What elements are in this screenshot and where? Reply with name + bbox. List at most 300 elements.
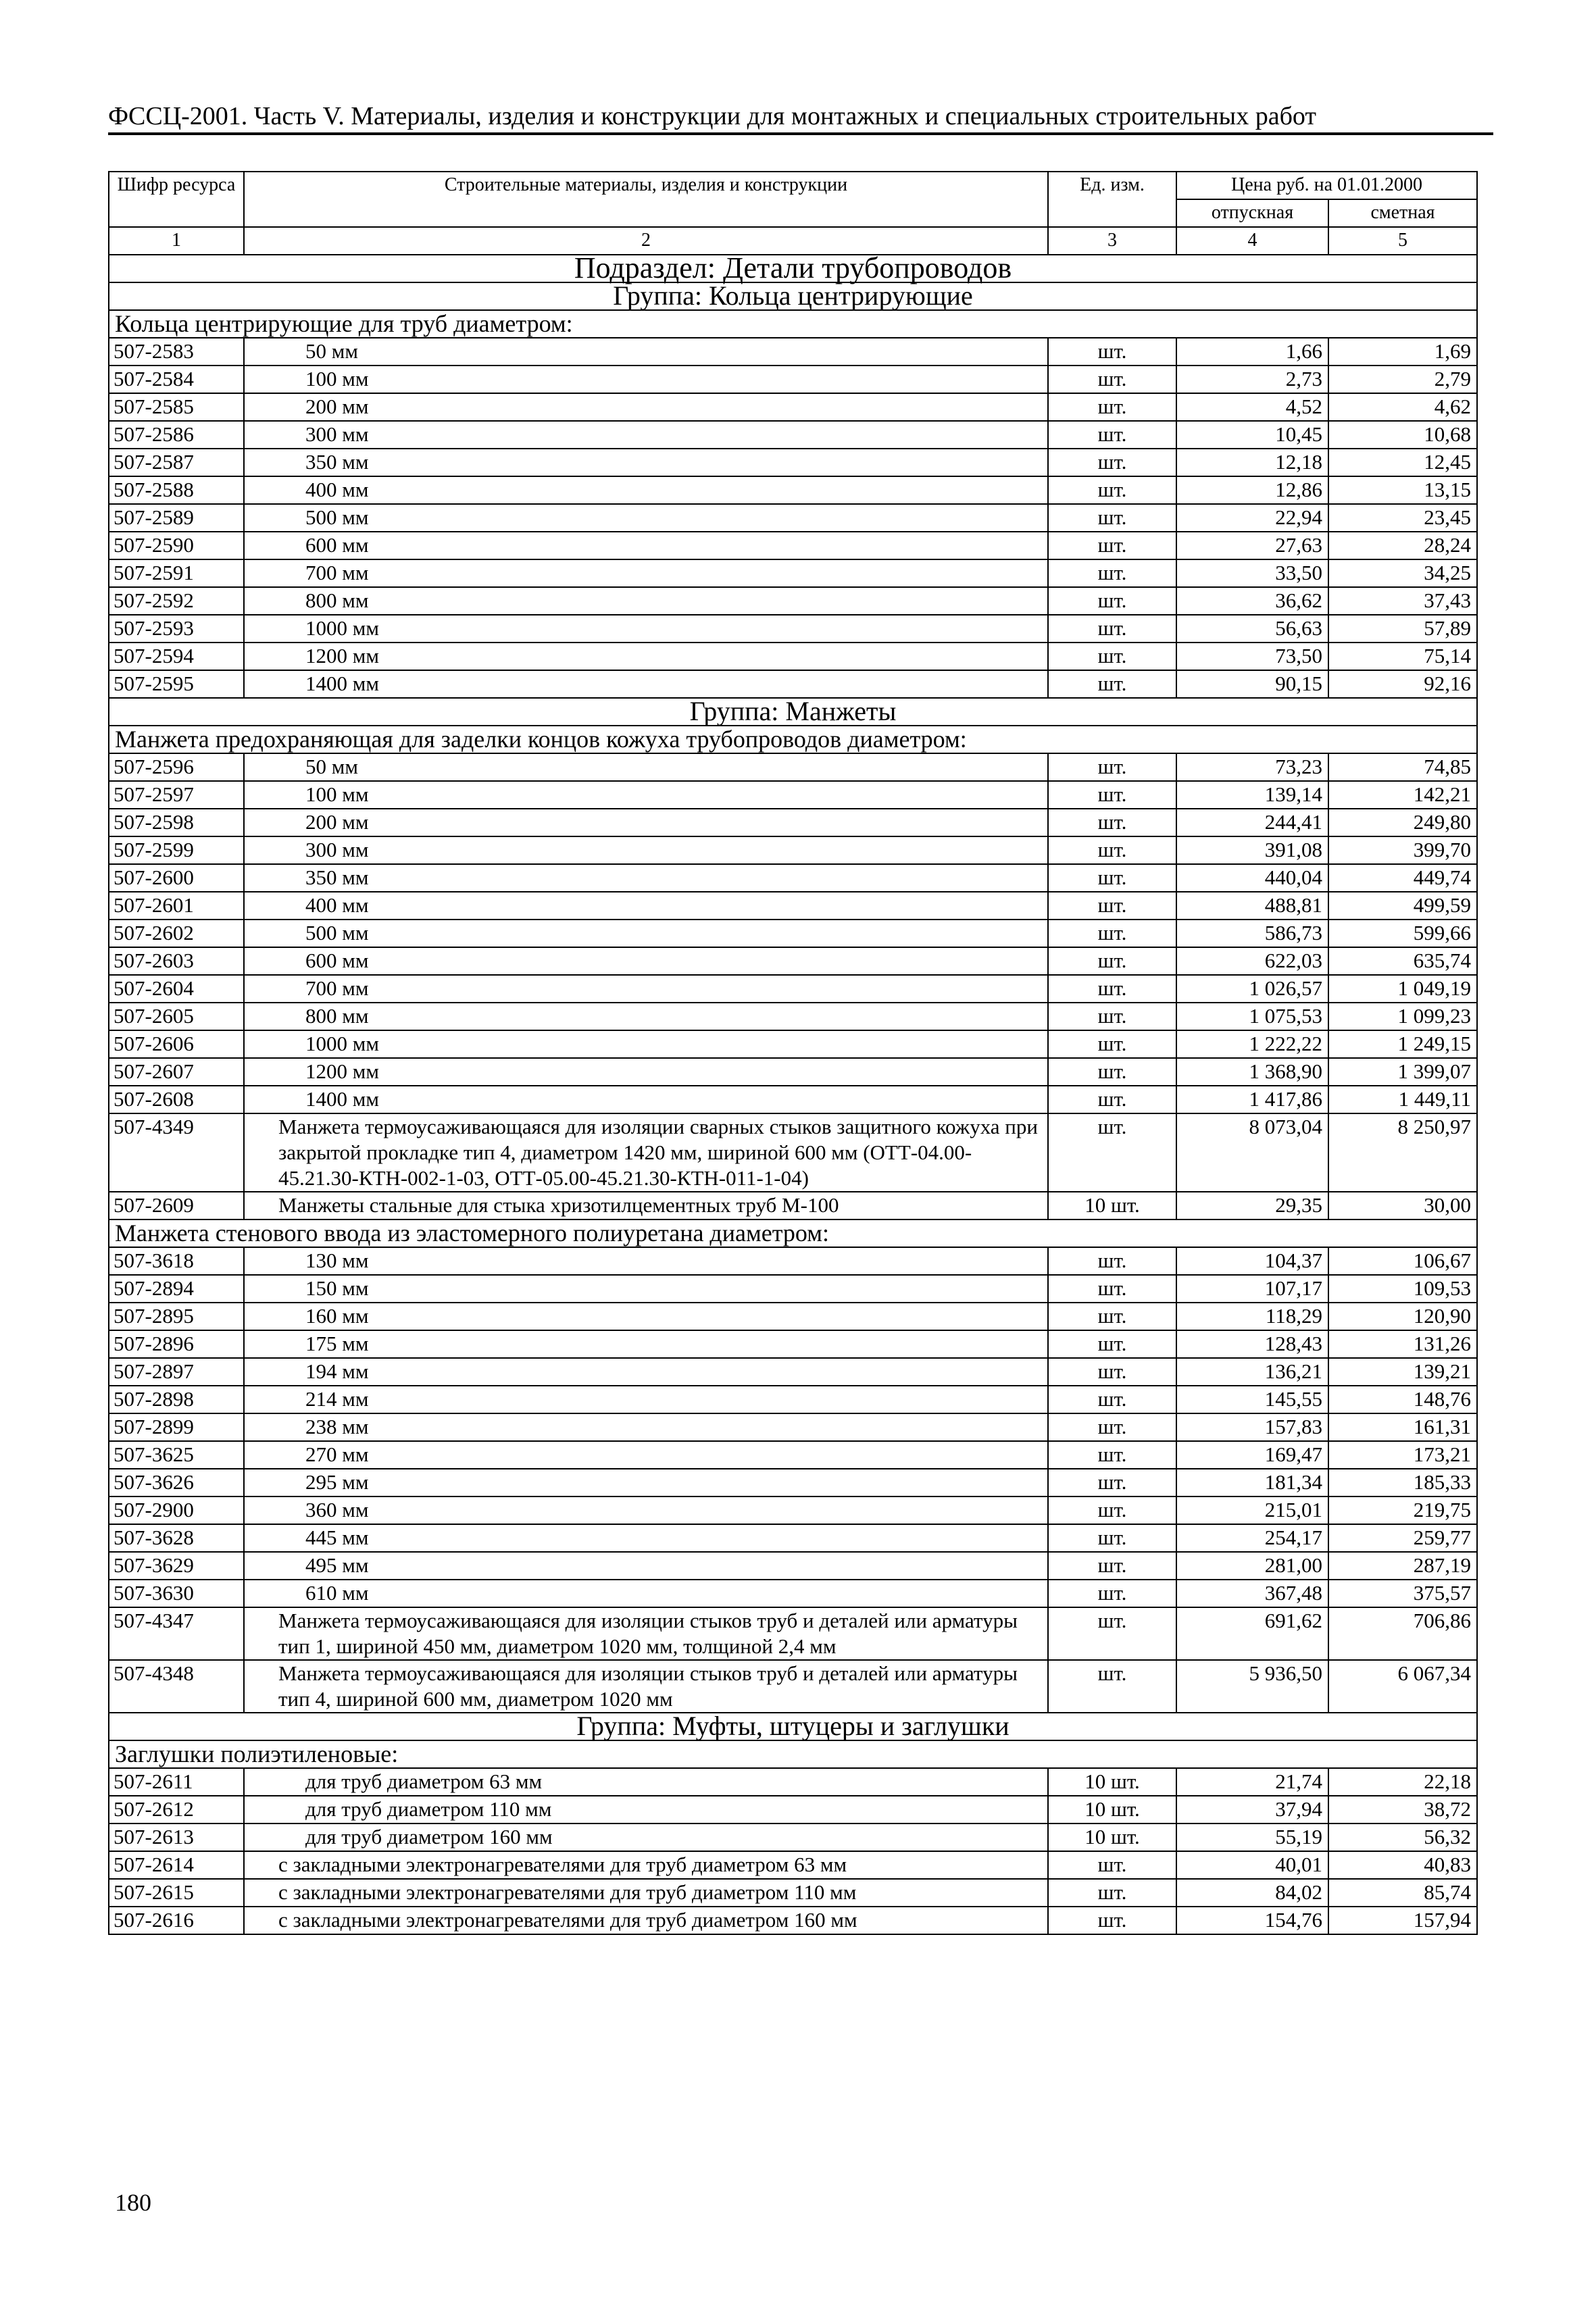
item-name: 500 мм (244, 920, 1048, 947)
item-name: 100 мм (244, 366, 1048, 393)
group-title: Группа: Кольца центрирующие (109, 282, 1477, 310)
caption-text: Кольца центрирующие для труб диаметром: (109, 310, 1477, 338)
table-row (109, 864, 1477, 892)
table-row (109, 1851, 1477, 1879)
price-estimate: 287,19 (1328, 1552, 1477, 1580)
unit: шт. (1048, 1086, 1176, 1113)
price-release: 254,17 (1176, 1524, 1328, 1552)
price-release: 27,63 (1176, 532, 1328, 559)
price-estimate: 449,74 (1328, 864, 1477, 892)
resource-code: 507-2896 (109, 1330, 244, 1358)
table-row (109, 1768, 1477, 1796)
price-estimate: 157,94 (1328, 1907, 1477, 1934)
price-estimate: 85,74 (1328, 1879, 1477, 1907)
table-row (109, 781, 1477, 809)
price-release: 244,41 (1176, 809, 1328, 836)
resource-code: 507-2584 (109, 366, 244, 393)
table-row (109, 1552, 1477, 1580)
resource-code: 507-2895 (109, 1303, 244, 1330)
table-row (109, 1580, 1477, 1607)
unit: шт. (1048, 753, 1176, 781)
price-release: 136,21 (1176, 1358, 1328, 1386)
table-row (109, 476, 1477, 504)
group-row (109, 1713, 1477, 1740)
caption-row (109, 726, 1477, 753)
price-estimate: 1 249,15 (1328, 1030, 1477, 1058)
item-name: 1000 мм (244, 1030, 1048, 1058)
table-row (109, 1607, 1477, 1660)
item-name: 800 мм (244, 587, 1048, 615)
price-estimate: 38,72 (1328, 1796, 1477, 1823)
table-row (109, 559, 1477, 587)
resource-code: 507-2602 (109, 920, 244, 947)
unit: шт. (1048, 1580, 1176, 1607)
unit: шт. (1048, 366, 1176, 393)
price-estimate: 106,67 (1328, 1247, 1477, 1275)
resource-code: 507-2599 (109, 836, 244, 864)
table-body (109, 251, 1477, 1934)
resource-code: 507-2611 (109, 1768, 244, 1796)
table-row (109, 1358, 1477, 1386)
price-estimate: 259,77 (1328, 1524, 1477, 1552)
price-estimate: 56,32 (1328, 1823, 1477, 1851)
unit: шт. (1048, 836, 1176, 864)
price-estimate: 1 049,19 (1328, 975, 1477, 1003)
unit: шт. (1048, 1413, 1176, 1441)
resource-code: 507-2590 (109, 532, 244, 559)
table-row (109, 1303, 1477, 1330)
item-name: 350 мм (244, 864, 1048, 892)
table-row (109, 1796, 1477, 1823)
price-release: 55,19 (1176, 1823, 1328, 1851)
item-name: 130 мм (244, 1247, 1048, 1275)
table-row (109, 1058, 1477, 1086)
price-estimate: 1 449,11 (1328, 1086, 1477, 1113)
price-release: 37,94 (1176, 1796, 1328, 1823)
resource-code: 507-2597 (109, 781, 244, 809)
table-row (109, 753, 1477, 781)
table-row (109, 532, 1477, 559)
item-name: 270 мм (244, 1441, 1048, 1469)
resource-code: 507-2899 (109, 1413, 244, 1441)
price-release: 40,01 (1176, 1851, 1328, 1879)
price-release: 5 936,50 (1176, 1660, 1328, 1713)
price-release: 169,47 (1176, 1441, 1328, 1469)
table-row (109, 1330, 1477, 1358)
unit: 10 шт. (1048, 1768, 1176, 1796)
unit: 10 шт. (1048, 1192, 1176, 1219)
price-estimate: 23,45 (1328, 504, 1477, 532)
item-name: 194 мм (244, 1358, 1048, 1386)
resource-code: 507-2594 (109, 643, 244, 670)
price-release: 691,62 (1176, 1607, 1328, 1660)
resource-code: 507-2600 (109, 864, 244, 892)
price-release: 391,08 (1176, 836, 1328, 864)
resource-code: 507-2592 (109, 587, 244, 615)
item-name: Манжета термоусаживающаяся для изоляции сварных стыков защитного кожуха при закрытой прокладке тип 4, диаметром 1420 мм, шириной 600 мм (ОТТ-04.00-45.21.30-КТН-002-1-03, ОТТ-05.00-45.21.30-КТН-011-1-04) (244, 1113, 1048, 1192)
item-name: для труб диаметром 110 мм (244, 1796, 1048, 1823)
group-row (109, 698, 1477, 726)
resource-code: 507-2598 (109, 809, 244, 836)
group-title: Группа: Манжеты (109, 698, 1477, 726)
unit: шт. (1048, 1524, 1176, 1552)
table-row (109, 1907, 1477, 1934)
unit: шт. (1048, 1386, 1176, 1413)
unit: шт. (1048, 393, 1176, 421)
price-estimate: 8 250,97 (1328, 1113, 1477, 1192)
unit: шт. (1048, 1907, 1176, 1934)
price-estimate: 28,24 (1328, 532, 1477, 559)
price-release: 12,18 (1176, 449, 1328, 476)
unit: шт. (1048, 504, 1176, 532)
column-number: 3 (1048, 227, 1176, 255)
resource-code: 507-3618 (109, 1247, 244, 1275)
page-number: 180 (115, 2189, 151, 2216)
price-estimate: 139,21 (1328, 1358, 1477, 1386)
item-name: 610 мм (244, 1580, 1048, 1607)
resource-code: 507-2607 (109, 1058, 244, 1086)
price-release: 2,73 (1176, 366, 1328, 393)
unit: шт. (1048, 1469, 1176, 1496)
table-row (109, 449, 1477, 476)
table-row (109, 1247, 1477, 1275)
item-name: для труб диаметром 63 мм (244, 1768, 1048, 1796)
table-row (109, 809, 1477, 836)
price-release: 22,94 (1176, 504, 1328, 532)
header-price: Цена руб. на 01.01.2000 (1176, 172, 1477, 199)
unit: шт. (1048, 947, 1176, 975)
item-name: 445 мм (244, 1524, 1048, 1552)
price-release: 622,03 (1176, 947, 1328, 975)
unit: шт. (1048, 1247, 1176, 1275)
resource-code: 507-3628 (109, 1524, 244, 1552)
price-estimate: 1 099,23 (1328, 1003, 1477, 1030)
subsection-row (109, 255, 1477, 282)
caption-row (109, 1219, 1477, 1247)
item-name: 295 мм (244, 1469, 1048, 1496)
item-name: Манжеты стальные для стыка хризотилцементных труб М-100 (244, 1192, 1048, 1219)
price-release: 440,04 (1176, 864, 1328, 892)
price-estimate: 92,16 (1328, 670, 1477, 698)
unit: шт. (1048, 864, 1176, 892)
unit: шт. (1048, 1058, 1176, 1086)
resource-code: 507-2606 (109, 1030, 244, 1058)
price-release: 154,76 (1176, 1907, 1328, 1934)
price-release: 181,34 (1176, 1469, 1328, 1496)
item-name: 1200 мм (244, 643, 1048, 670)
unit: шт. (1048, 1851, 1176, 1879)
unit: шт. (1048, 1660, 1176, 1713)
caption-row (109, 1740, 1477, 1768)
header-unit: Ед. изм. (1048, 172, 1176, 227)
price-estimate: 74,85 (1328, 753, 1477, 781)
table-row (109, 1192, 1477, 1219)
resource-code: 507-4348 (109, 1660, 244, 1713)
resource-code: 507-2613 (109, 1823, 244, 1851)
caption-row (109, 310, 1477, 338)
table-row (109, 1275, 1477, 1303)
price-release: 73,23 (1176, 753, 1328, 781)
item-name: Манжета термоусаживающаяся для изоляции стыков труб и деталей или арматуры тип 4, шириной 600 мм, диаметром 1020 мм (244, 1660, 1048, 1713)
table-row (109, 920, 1477, 947)
unit: шт. (1048, 421, 1176, 449)
resource-code: 507-2614 (109, 1851, 244, 1879)
column-number: 5 (1328, 227, 1477, 255)
table-row (109, 836, 1477, 864)
price-estimate: 131,26 (1328, 1330, 1477, 1358)
item-name: 50 мм (244, 338, 1048, 366)
table-row (109, 1003, 1477, 1030)
table-row (109, 1413, 1477, 1441)
item-name: 600 мм (244, 532, 1048, 559)
price-release: 21,74 (1176, 1768, 1328, 1796)
price-release: 488,81 (1176, 892, 1328, 920)
table-row (109, 1386, 1477, 1413)
price-estimate: 161,31 (1328, 1413, 1477, 1441)
resource-code: 507-2609 (109, 1192, 244, 1219)
unit: шт. (1048, 559, 1176, 587)
group-title: Группа: Муфты, штуцеры и заглушки (109, 1713, 1477, 1740)
item-name: 150 мм (244, 1275, 1048, 1303)
price-estimate: 37,43 (1328, 587, 1477, 615)
price-release: 104,37 (1176, 1247, 1328, 1275)
price-release: 157,83 (1176, 1413, 1328, 1441)
resource-code: 507-3629 (109, 1552, 244, 1580)
resource-code: 507-2593 (109, 615, 244, 643)
price-estimate: 22,18 (1328, 1768, 1477, 1796)
price-estimate: 40,83 (1328, 1851, 1477, 1879)
item-name: 400 мм (244, 476, 1048, 504)
resource-code: 507-2898 (109, 1386, 244, 1413)
table-row (109, 670, 1477, 698)
item-name: 700 мм (244, 975, 1048, 1003)
item-name: 200 мм (244, 393, 1048, 421)
column-number: 2 (244, 227, 1048, 255)
price-release: 367,48 (1176, 1580, 1328, 1607)
column-number: 1 (109, 227, 244, 255)
table-row (109, 393, 1477, 421)
item-name: 160 мм (244, 1303, 1048, 1330)
resource-code: 507-2616 (109, 1907, 244, 1934)
price-estimate: 148,76 (1328, 1386, 1477, 1413)
header-price-estimate: сметная (1328, 199, 1477, 227)
table-row (109, 1030, 1477, 1058)
resource-code: 507-2595 (109, 670, 244, 698)
price-release: 56,63 (1176, 615, 1328, 643)
table-row (109, 1086, 1477, 1113)
price-release: 84,02 (1176, 1879, 1328, 1907)
unit: шт. (1048, 615, 1176, 643)
item-name: 500 мм (244, 504, 1048, 532)
price-estimate: 185,33 (1328, 1469, 1477, 1496)
price-release: 10,45 (1176, 421, 1328, 449)
item-name: 1400 мм (244, 670, 1048, 698)
subsection-title: Подраздел: Детали трубопроводов (109, 255, 1477, 282)
unit: шт. (1048, 1113, 1176, 1192)
header-price-release: отпускная (1176, 199, 1328, 227)
price-release: 107,17 (1176, 1275, 1328, 1303)
price-estimate: 120,90 (1328, 1303, 1477, 1330)
resource-code: 507-2604 (109, 975, 244, 1003)
resource-code: 507-2605 (109, 1003, 244, 1030)
table-row (109, 421, 1477, 449)
price-estimate: 499,59 (1328, 892, 1477, 920)
price-release: 1 026,57 (1176, 975, 1328, 1003)
price-release: 36,62 (1176, 587, 1328, 615)
price-release: 90,15 (1176, 670, 1328, 698)
resource-code: 507-2608 (109, 1086, 244, 1113)
price-estimate: 6 067,34 (1328, 1660, 1477, 1713)
unit: шт. (1048, 449, 1176, 476)
price-release: 145,55 (1176, 1386, 1328, 1413)
unit: шт. (1048, 1441, 1176, 1469)
price-estimate: 1,69 (1328, 338, 1477, 366)
resource-code: 507-2900 (109, 1496, 244, 1524)
table-row (109, 338, 1477, 366)
unit: шт. (1048, 809, 1176, 836)
unit: шт. (1048, 1607, 1176, 1660)
item-name: 360 мм (244, 1496, 1048, 1524)
group-row (109, 282, 1477, 310)
unit: шт. (1048, 1358, 1176, 1386)
unit: шт. (1048, 1496, 1176, 1524)
price-release: 118,29 (1176, 1303, 1328, 1330)
unit: шт. (1048, 1552, 1176, 1580)
price-release: 128,43 (1176, 1330, 1328, 1358)
price-release: 12,86 (1176, 476, 1328, 504)
item-name: 238 мм (244, 1413, 1048, 1441)
unit: 10 шт. (1048, 1823, 1176, 1851)
item-name: 800 мм (244, 1003, 1048, 1030)
table-row (109, 1823, 1477, 1851)
price-release: 1 075,53 (1176, 1003, 1328, 1030)
item-name: 1200 мм (244, 1058, 1048, 1086)
unit: шт. (1048, 975, 1176, 1003)
resource-code: 507-2615 (109, 1879, 244, 1907)
price-release: 1 368,90 (1176, 1058, 1328, 1086)
resource-code: 507-2585 (109, 393, 244, 421)
table-row (109, 1879, 1477, 1907)
resource-code: 507-2586 (109, 421, 244, 449)
price-release: 8 073,04 (1176, 1113, 1328, 1192)
price-estimate: 1 399,07 (1328, 1058, 1477, 1086)
unit: шт. (1048, 476, 1176, 504)
resource-code: 507-2897 (109, 1358, 244, 1386)
resource-code: 507-3630 (109, 1580, 244, 1607)
price-release: 139,14 (1176, 781, 1328, 809)
price-release: 1 222,22 (1176, 1030, 1328, 1058)
table-row (109, 892, 1477, 920)
price-estimate: 4,62 (1328, 393, 1477, 421)
unit: шт. (1048, 643, 1176, 670)
price-release: 29,35 (1176, 1192, 1328, 1219)
header-name: Строительные материалы, изделия и конструкции (244, 172, 1048, 227)
price-release: 33,50 (1176, 559, 1328, 587)
resource-code: 507-2603 (109, 947, 244, 975)
resource-code: 507-2894 (109, 1275, 244, 1303)
unit: шт. (1048, 1303, 1176, 1330)
price-estimate: 109,53 (1328, 1275, 1477, 1303)
caption-text: Манжета стенового ввода из эластомерного полиуретана диаметром: (109, 1219, 1477, 1247)
unit: шт. (1048, 670, 1176, 698)
table-row (109, 975, 1477, 1003)
price-estimate: 12,45 (1328, 449, 1477, 476)
resource-code: 507-2601 (109, 892, 244, 920)
price-estimate: 10,68 (1328, 421, 1477, 449)
unit: шт. (1048, 587, 1176, 615)
unit: шт. (1048, 1879, 1176, 1907)
table-row (109, 1469, 1477, 1496)
unit: шт. (1048, 1275, 1176, 1303)
resource-code: 507-2589 (109, 504, 244, 532)
item-name: 175 мм (244, 1330, 1048, 1358)
price-release: 215,01 (1176, 1496, 1328, 1524)
price-estimate: 706,86 (1328, 1607, 1477, 1660)
header-code: Шифр ресурса (109, 172, 244, 227)
price-release: 281,00 (1176, 1552, 1328, 1580)
unit: шт. (1048, 338, 1176, 366)
item-name: 300 мм (244, 836, 1048, 864)
resource-code: 507-2587 (109, 449, 244, 476)
resource-code: 507-2612 (109, 1796, 244, 1823)
price-estimate: 57,89 (1328, 615, 1477, 643)
item-name: с закладными электронагревателями для труб диаметром 160 мм (244, 1907, 1048, 1934)
item-name: 1000 мм (244, 615, 1048, 643)
price-release: 4,52 (1176, 393, 1328, 421)
resource-code: 507-4347 (109, 1607, 244, 1660)
resource-code: 507-2588 (109, 476, 244, 504)
resource-code: 507-2596 (109, 753, 244, 781)
item-name: 350 мм (244, 449, 1048, 476)
unit: шт. (1048, 1003, 1176, 1030)
caption-text: Заглушки полиэтиленовые: (109, 1740, 1477, 1768)
price-estimate: 219,75 (1328, 1496, 1477, 1524)
table-row (109, 504, 1477, 532)
unit: шт. (1048, 781, 1176, 809)
item-name: 495 мм (244, 1552, 1048, 1580)
item-name: 400 мм (244, 892, 1048, 920)
price-release: 586,73 (1176, 920, 1328, 947)
table-row (109, 1113, 1477, 1192)
table-row (109, 1496, 1477, 1524)
table-row (109, 587, 1477, 615)
price-release: 1,66 (1176, 338, 1328, 366)
price-estimate: 375,57 (1328, 1580, 1477, 1607)
item-name: с закладными электронагревателями для труб диаметром 110 мм (244, 1879, 1048, 1907)
item-name: 50 мм (244, 753, 1048, 781)
item-name: с закладными электронагревателями для труб диаметром 63 мм (244, 1851, 1048, 1879)
price-estimate: 249,80 (1328, 809, 1477, 836)
column-number: 4 (1176, 227, 1328, 255)
table-row (109, 1524, 1477, 1552)
caption-text: Манжета предохраняющая для заделки концов кожуха трубопроводов диаметром: (109, 726, 1477, 753)
unit: шт. (1048, 532, 1176, 559)
price-estimate: 399,70 (1328, 836, 1477, 864)
table-row (109, 366, 1477, 393)
price-estimate: 30,00 (1328, 1192, 1477, 1219)
price-estimate: 599,66 (1328, 920, 1477, 947)
table-row (109, 1660, 1477, 1713)
unit: 10 шт. (1048, 1796, 1176, 1823)
item-name: 214 мм (244, 1386, 1048, 1413)
item-name: 100 мм (244, 781, 1048, 809)
unit: шт. (1048, 892, 1176, 920)
page-header: ФССЦ-2001. Часть V. Материалы, изделия и конструкции для монтажных и специальных строительных работ (108, 101, 1493, 135)
price-estimate: 75,14 (1328, 643, 1477, 670)
item-name: 700 мм (244, 559, 1048, 587)
price-estimate: 635,74 (1328, 947, 1477, 975)
resource-code: 507-4349 (109, 1113, 244, 1192)
